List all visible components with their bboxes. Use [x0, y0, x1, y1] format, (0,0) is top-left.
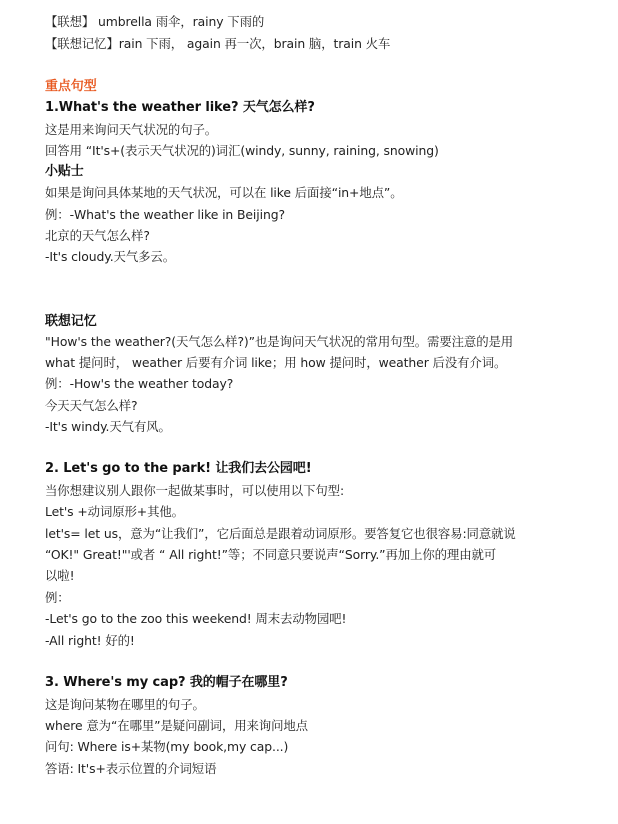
- paragraph-line: 答语: It's+表示位置的介词短语: [45, 761, 217, 776]
- paragraph-line: 这是询问某物在哪里的句子。: [45, 697, 205, 712]
- example-line: 例：-What's the weather like in Beijing?: [45, 207, 285, 222]
- section-heading-key-sentences: 重点句型: [45, 79, 97, 94]
- paragraph-line: 以啦!: [45, 568, 75, 583]
- example-line: 北京的天气怎么样?: [45, 228, 150, 243]
- paragraph-line: "How's the weather?(天气怎么样?)”也是询问天气状况的常用句型。需要注意的是用: [45, 334, 514, 349]
- example-line: -Let's go to the zoo this weekend! 周末去动物园吧!: [45, 611, 347, 626]
- sentence-heading-where-cap: 3. Where's my cap? 我的帽子在哪里?: [45, 675, 288, 690]
- example-label: 例：: [45, 590, 70, 605]
- paragraph-line: Let's +动词原形+其他。: [45, 504, 184, 519]
- paragraph-line: let's= let us，意为“让我们”，它后面总是跟着动词原形。要答复它也很容易:同意就说: [45, 526, 516, 541]
- paragraph-line: 回答用 “It's+(表示天气状况的)词汇(windy, sunny, raining, snowing): [45, 143, 439, 158]
- paragraph-line: what 提问时， weather 后要有介词 like；用 how 提问时，weather 后没有介词。: [45, 355, 507, 370]
- example-line: -It's windy.天气有风。: [45, 419, 171, 434]
- paragraph-line: 问句: Where is+某物(my book,my cap...): [45, 739, 289, 754]
- tip-heading: 小贴士: [45, 164, 84, 179]
- sentence-heading-weather-like: 1.What's the weather like? 天气怎么样?: [45, 100, 315, 115]
- example-line: -All right! 好的!: [45, 633, 135, 648]
- association-memory-rain-line: 【联想记忆】rain 下雨， again 再一次，brain 脑，train 火车: [45, 36, 391, 51]
- association-umbrella-line: 【联想】 umbrella 雨伞，rainy 下雨的: [45, 14, 265, 29]
- paragraph-line: “OK!" Great!"'或者 “ All right!”等；不同意只要说声“Sorry.”再加上你的理由就可: [45, 547, 497, 562]
- example-line: 例：-How's the weather today?: [45, 376, 234, 391]
- sentence-heading-lets-go: 2. Let's go to the park! 让我们去公园吧!: [45, 461, 312, 476]
- paragraph-line: 这是用来询问天气状况的句子。: [45, 122, 218, 137]
- paragraph-line: 当你想建议别人跟你一起做某事时，可以使用以下句型:: [45, 483, 345, 498]
- association-memory-heading: 联想记忆: [45, 314, 97, 329]
- paragraph-line: 如果是询问具体某地的天气状况，可以在 like 后面接“in+地点”。: [45, 185, 403, 200]
- example-line: -It's cloudy.天气多云。: [45, 249, 175, 264]
- paragraph-line: where 意为“在哪里”是疑问副词，用来询问地点: [45, 718, 308, 733]
- example-line: 今天天气怎么样?: [45, 398, 138, 413]
